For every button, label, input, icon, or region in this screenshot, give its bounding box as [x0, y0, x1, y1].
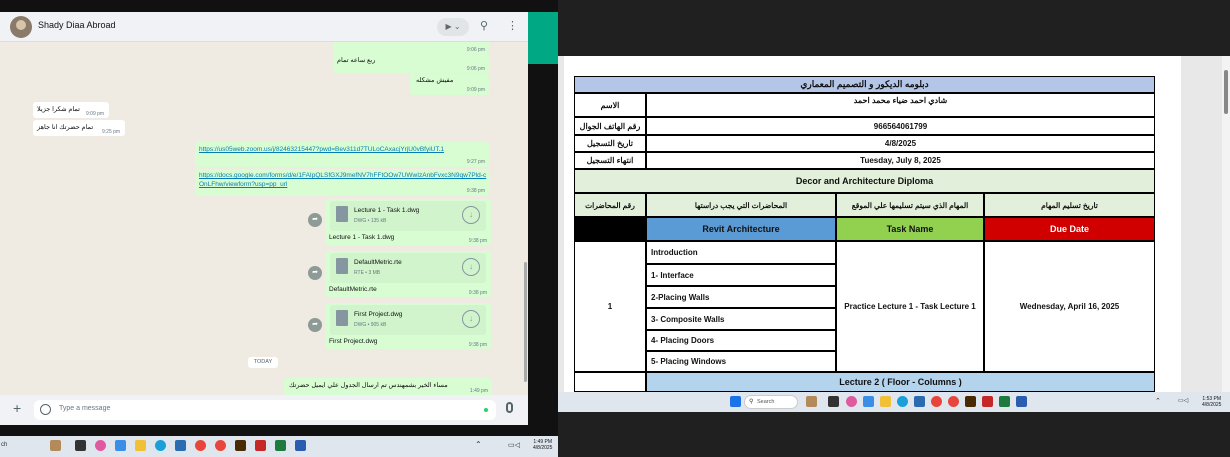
excel-icon[interactable] [275, 440, 286, 451]
whatsapp-window [0, 12, 528, 425]
download-icon[interactable]: ↓ [462, 206, 480, 224]
message-time: 9:06 pm [466, 66, 485, 72]
word-icon[interactable] [1016, 396, 1027, 407]
menu-icon[interactable]: ⋮ [507, 20, 518, 32]
message-time: 9:27 pm [466, 159, 485, 165]
due-date: Wednesday, April 16, 2025 [984, 241, 1155, 372]
field-value: Tuesday, July 8, 2025 [646, 152, 1155, 169]
revit-header: Revit Architecture [646, 217, 836, 241]
illustrator-icon[interactable] [965, 396, 976, 407]
download-icon[interactable]: ↓ [462, 310, 480, 328]
file-message [325, 303, 491, 349]
topic: 2-Placing Walls [646, 286, 836, 308]
clock-date: 4/8/2025 [1202, 402, 1222, 408]
attach-icon[interactable]: + [13, 400, 22, 416]
clock-date: 4/8/2025 [533, 445, 553, 451]
avatar[interactable] [10, 16, 32, 38]
field-value: 4/8/2025 [646, 135, 1155, 152]
task-view-icon[interactable] [75, 440, 86, 451]
edge-icon[interactable] [155, 440, 166, 451]
app-icon[interactable] [115, 440, 126, 451]
topic: 5- Placing Windows [646, 351, 836, 372]
app-icon[interactable] [846, 396, 857, 407]
mic-icon[interactable] [506, 402, 513, 413]
forward-icon[interactable]: ➦ [308, 318, 322, 332]
search-label: Search [757, 399, 775, 405]
message-time: 9:38 pm [466, 188, 485, 194]
topic: 4- Placing Doors [646, 330, 836, 351]
message-text: مساء الخير بشمهندس تم ارسال الجدول علي ايميل حضرتك [289, 382, 448, 389]
message-text: تمام حضرتك انا جاهز [37, 124, 94, 131]
video-icon: ▶ ⌄ [445, 22, 461, 31]
app-icon[interactable] [95, 440, 106, 451]
topic: Introduction [646, 241, 836, 264]
clock-time: 1:53 PM [1202, 396, 1222, 402]
message-bubble [284, 378, 492, 395]
field-label: رقم الهاتف الجوال [574, 117, 646, 135]
file-explorer-icon[interactable] [880, 396, 891, 407]
message-time: 9:09 pm [86, 111, 105, 117]
message-bubble [333, 54, 489, 73]
search-icon[interactable]: ⚲ [480, 20, 489, 32]
clock-time: 1:49 PM [533, 439, 553, 445]
message-bubble [33, 102, 109, 118]
message-bubble [410, 74, 489, 95]
file-meta: DWG • 905 kB [354, 322, 387, 328]
forward-icon[interactable]: ➦ [308, 266, 322, 280]
date-divider: TODAY [248, 357, 278, 368]
message-text: مفيش مشكله [416, 77, 454, 84]
field-label: الاسم [574, 93, 646, 117]
message-text: ربع ساعه تمام [337, 57, 376, 64]
task-view-icon[interactable] [828, 396, 839, 407]
file-card[interactable] [330, 305, 486, 335]
chrome-icon[interactable] [195, 440, 206, 451]
document-icon [336, 206, 348, 222]
app-icon[interactable] [175, 440, 186, 451]
message-bubble [195, 169, 489, 196]
chat-scrollbar[interactable] [524, 262, 527, 382]
right-screen [558, 0, 1230, 457]
message-bubble [195, 142, 489, 167]
message-time: 9:09 pm [466, 87, 485, 93]
file-caption: First Project.dwg [329, 338, 378, 345]
file-message [325, 251, 491, 297]
file-caption: DefaultMetric.rte [329, 286, 377, 293]
column-header: رقم المحاضرات [574, 193, 646, 217]
chat-header [0, 12, 528, 42]
message-bubble [33, 120, 125, 136]
field-label: انتهاء التسجيل [574, 152, 646, 169]
edge-icon[interactable] [897, 396, 908, 407]
field-value: شادي احمد ضياء محمد احمد [646, 93, 1155, 117]
topic: 3- Composite Walls [646, 308, 836, 330]
start-icon[interactable] [730, 396, 741, 407]
field-label: تاريخ التسجيل [574, 135, 646, 152]
file-explorer-icon[interactable] [135, 440, 146, 451]
file-name: Lecture 1 - Task 1.dwg [354, 207, 420, 214]
chrome-icon[interactable] [215, 440, 226, 451]
lecture-heading: Lecture 2 ( Floor - Columns ) [646, 372, 1155, 392]
zoom-link[interactable]: https://us05web.zoom.us/j/82463215447?pwd=Bev311d7TULoCAxacjYrjU0vBfyiUT.1 [199, 146, 445, 153]
left-screen [0, 0, 558, 457]
due-date-header: Due Date [984, 217, 1155, 241]
field-value: 966564061799 [646, 117, 1155, 135]
app-icon[interactable] [982, 396, 993, 407]
app-icon[interactable] [914, 396, 925, 407]
message-placeholder: Type a message [59, 405, 111, 412]
message-time: 9:38 pm [468, 238, 487, 244]
document-viewer[interactable] [558, 56, 1222, 392]
google-form-link[interactable]: https://docs.google.com/forms/d/e/1FAIpQLSfGXJ9mefNV7hFFtOOw7UWwIzAnbFvxc3N9qw7Pld-cOnLFhw/viewform?usp=pp_url [199, 172, 487, 188]
message-bubble [333, 42, 489, 54]
document-icon [336, 258, 348, 274]
download-icon[interactable]: ↓ [462, 258, 480, 276]
message-time: 1:49 pm [469, 388, 488, 394]
widget-icon[interactable] [806, 396, 817, 407]
section-title: Decor and Architecture Diploma [574, 169, 1155, 193]
lecture-number [574, 372, 646, 392]
network-icon[interactable]: ▭◁ [508, 442, 520, 449]
contact-name[interactable]: Shady Diaa Abroad [38, 20, 116, 30]
scroll-thumb[interactable] [1224, 70, 1228, 114]
document-icon [336, 310, 348, 326]
lecture-number: 1 [574, 241, 646, 372]
emoji-icon[interactable] [40, 404, 51, 415]
file-meta: RTE • 3 MB [354, 270, 381, 276]
taskbar-search-box[interactable] [744, 395, 798, 409]
file-card[interactable] [330, 253, 486, 283]
left-taskbar [0, 436, 558, 457]
chrome-icon[interactable] [931, 396, 942, 407]
message-text: تمام شكرا جزيلا [37, 106, 80, 113]
message-input[interactable] [34, 400, 496, 420]
file-name: DefaultMetric.rte [354, 259, 402, 266]
column-header: المحاضرات التي يجب دراستها [646, 193, 836, 217]
message-time: 9:25 pm [102, 129, 121, 135]
document-page [564, 56, 1181, 392]
illustrator-icon[interactable] [235, 440, 246, 451]
right-taskbar [558, 392, 1230, 412]
clock[interactable] [533, 439, 552, 451]
column-header: المهام الذي سيتم تسليمها علي الموقع [836, 193, 984, 217]
document-scrollbar[interactable] [1222, 56, 1230, 392]
file-name: First Project.dwg [354, 311, 403, 318]
clock[interactable] [1202, 396, 1221, 408]
excel-icon[interactable] [999, 396, 1010, 407]
network-icon[interactable]: ▭◁ [1178, 398, 1189, 404]
task-name: Practice Lecture 1 - Task Lecture 1 [836, 241, 984, 372]
taskbar-search[interactable]: ch [1, 442, 8, 448]
widget-icon[interactable] [50, 440, 61, 451]
message-time: 9:38 pm [468, 342, 487, 348]
video-call-button[interactable] [437, 18, 469, 36]
topic: 1- Interface [646, 264, 836, 286]
file-card[interactable] [330, 201, 486, 231]
search-icon: ⚲ [749, 399, 754, 405]
tray-chevron-icon[interactable]: ⌃ [475, 440, 482, 449]
black-cell [574, 217, 646, 241]
file-caption: Lecture 1 - Task 1.dwg [329, 234, 395, 241]
green-strip [528, 12, 558, 64]
file-message [325, 199, 491, 245]
message-list[interactable] [0, 42, 528, 395]
composer [0, 395, 528, 425]
file-meta: DWG • 135 kB [354, 218, 387, 224]
message-time: 9:38 pm [468, 290, 487, 296]
app-icon[interactable] [863, 396, 874, 407]
word-icon[interactable] [295, 440, 306, 451]
message-time: 9:06 pm [466, 47, 485, 53]
app-icon[interactable] [255, 440, 266, 451]
status-dot [484, 408, 488, 412]
tray-chevron-icon[interactable]: ⌃ [1155, 398, 1161, 405]
chrome-icon[interactable] [948, 396, 959, 407]
column-header: تاريخ تسليم المهام [984, 193, 1155, 217]
document-title: دبلومه الديكور و التصميم المعماري [574, 76, 1155, 93]
task-name-header: Task Name [836, 217, 984, 241]
forward-icon[interactable]: ➦ [308, 213, 322, 227]
